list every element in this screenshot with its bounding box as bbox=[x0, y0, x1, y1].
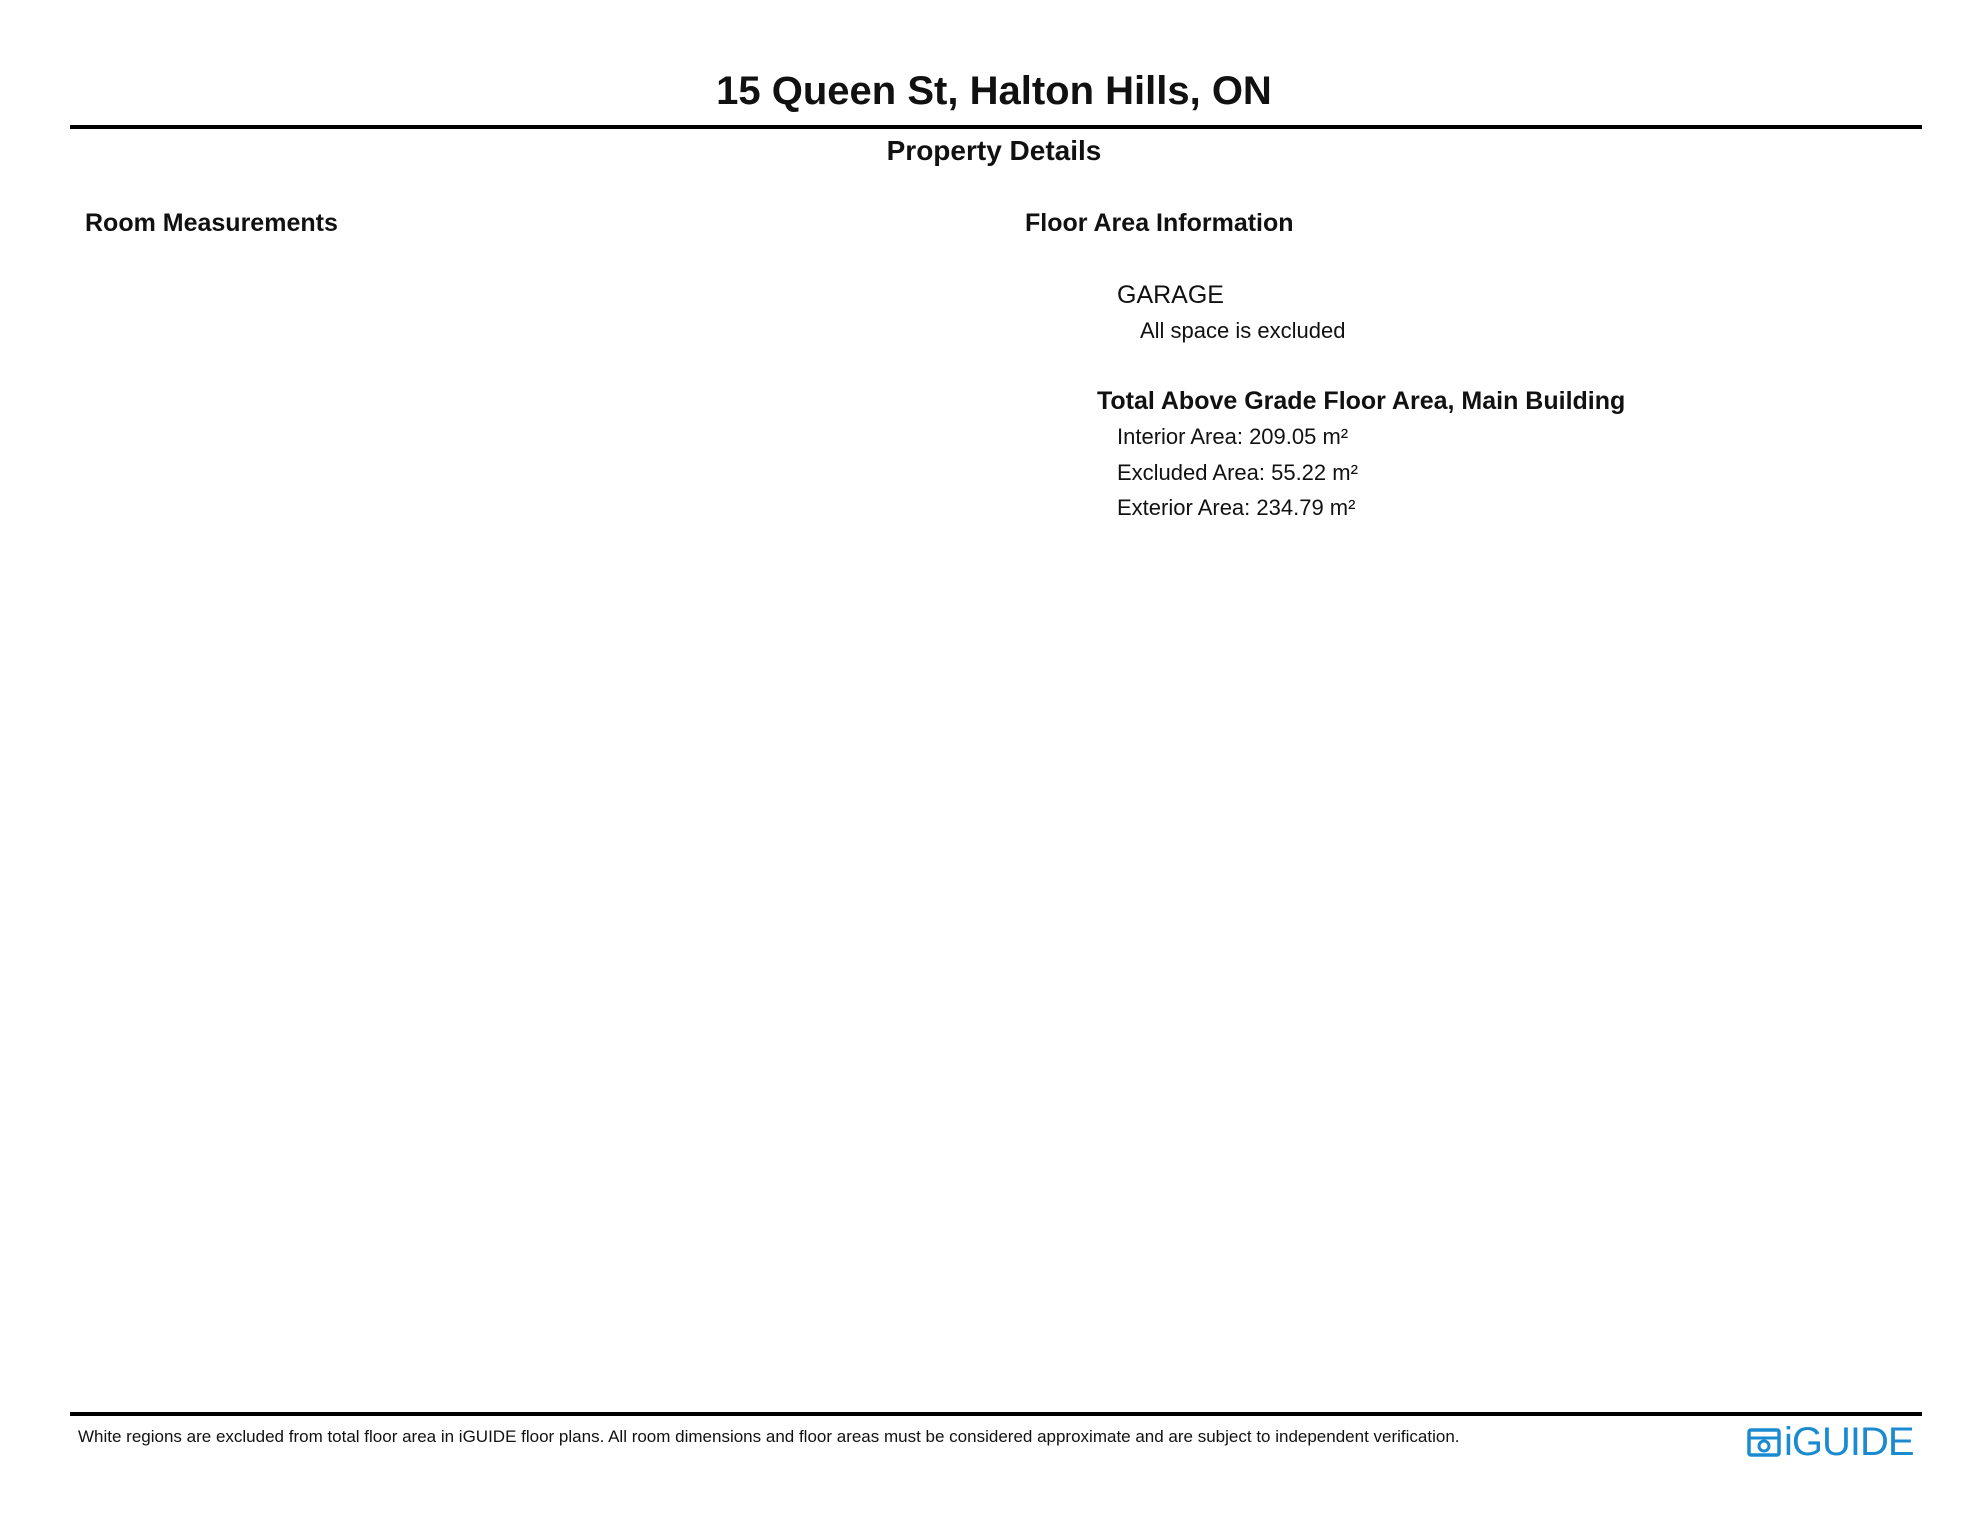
garage-note: All space is excluded bbox=[1140, 318, 1346, 343]
interior-area: Interior Area: 209.05 m² bbox=[1117, 424, 1349, 449]
floor-area-heading: Floor Area Information bbox=[1025, 209, 1294, 237]
footer-divider bbox=[70, 1412, 1922, 1416]
garage-label: GARAGE bbox=[1117, 281, 1224, 309]
logo-text: iGUIDE bbox=[1784, 1420, 1914, 1464]
room-measurements-heading: Room Measurements bbox=[85, 209, 338, 237]
exterior-area: Exterior Area: 234.79 m² bbox=[1117, 495, 1356, 520]
footer-disclaimer: White regions are excluded from total floor area in iGUIDE floor plans. All room dimensions and floor areas must be considered approximate and are subject to independent verification. bbox=[78, 1427, 1460, 1446]
total-area-heading: Total Above Grade Floor Area, Main Building bbox=[1097, 387, 1626, 415]
page-subtitle: Property Details bbox=[886, 135, 1102, 166]
page-title: 15 Queen St, Halton Hills, ON bbox=[716, 69, 1272, 113]
iguide-logo bbox=[1746, 1420, 1914, 1464]
camera-box-icon bbox=[1746, 1424, 1782, 1460]
header-divider bbox=[70, 125, 1922, 129]
excluded-area: Excluded Area: 55.22 m² bbox=[1117, 460, 1358, 485]
